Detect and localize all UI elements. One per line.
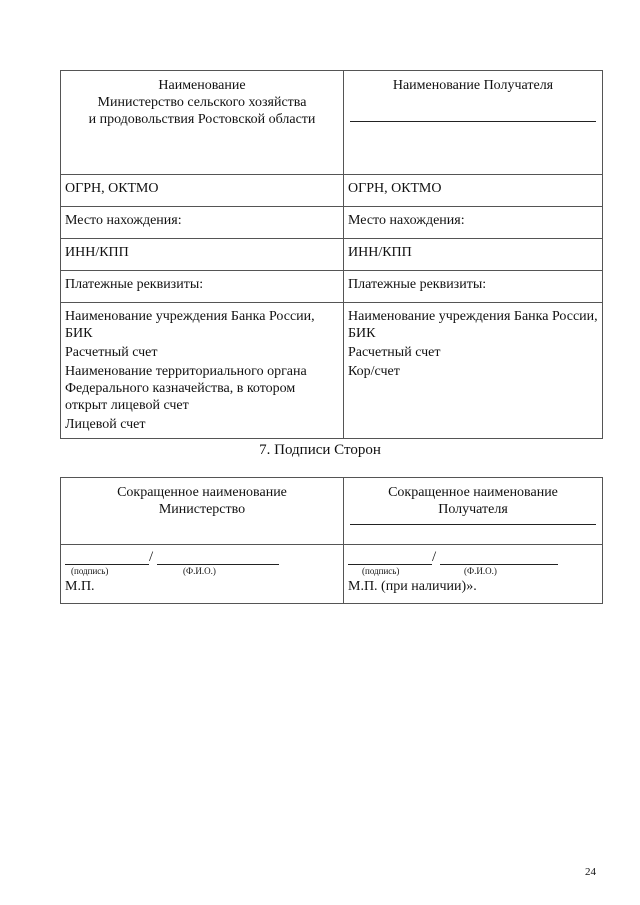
signatures-table [60,477,603,604]
ministry-label: Министерство [158,502,246,517]
location-row [61,207,603,239]
correspondent-account: Кор/счет [348,364,400,379]
ministry-name-cell [61,71,344,175]
ogrn-row [61,175,603,207]
settlement-account: Расчетный счет [65,345,158,360]
bank-details-left [61,303,344,439]
stamp-place: М.П. [65,579,95,594]
signature-caption: (подпись) [362,566,400,576]
inn-left: ИНН/КПП [61,239,344,271]
bank-name-bik: Наименование учреждения Банка России, БИК [348,309,598,341]
recipient-name-cell [344,71,603,175]
inn-row [61,239,603,271]
bank-details-row [61,303,603,439]
signature-caption: (подпись) [71,566,109,576]
short-name-label: Сокращенное наименование [388,485,558,500]
ministry-signature-cell [61,545,344,604]
signature-captions [65,565,339,577]
payment-details-row [61,271,603,303]
recipient-name-blank-line [350,121,596,122]
recipient-label: Получателя [438,502,508,517]
requisites-header-row [61,71,603,175]
ogrn-left: ОГРН, ОКТМО [61,175,344,207]
name-caption: (Ф.И.О.) [183,566,216,576]
location-left: Место нахождения: [61,207,344,239]
recipient-short-name-blank-line [350,524,596,525]
ministry-short-name-cell [61,478,344,545]
signature-line [348,551,598,565]
signature-line [65,551,339,565]
location-right: Место нахождения: [344,207,603,239]
ogrn-right: ОГРН, ОКТМО [344,175,603,207]
settlement-account: Расчетный счет [348,345,441,360]
recipient-short-name-cell [344,478,603,545]
recipient-signature-cell [344,545,603,604]
signatures-header-row [61,478,603,545]
name-caption: (Ф.И.О.) [464,566,497,576]
payment-details-right: Платежные реквизиты: [344,271,603,303]
separator: / [149,549,154,565]
signature-captions [348,565,598,577]
treasury-body-name: Наименование территориального органа Федерального казначейства, в котором открыт лицевой счет [65,364,307,413]
inn-right: ИНН/КПП [344,239,603,271]
personal-account: Лицевой счет [65,417,146,432]
recipient-name-label: Наименование Получателя [392,78,554,93]
page-number: 24 [585,866,596,878]
payment-details-left: Платежные реквизиты: [61,271,344,303]
requisites-table [60,70,603,439]
ministry-name-line-1: Министерство сельского хозяйства [97,95,307,110]
signatures-body-row [61,545,603,604]
bank-name-bik: Наименование учреждения Банка России, БИК [65,309,315,341]
short-name-label: Сокращенное наименование [117,485,287,500]
stamp-place: М.П. (при наличии)». [348,579,477,594]
header-label: Наименование [158,78,246,93]
section-title: 7. Подписи Сторон [259,442,381,458]
ministry-name-line-2: и продовольствия Ростовской области [88,112,316,127]
bank-details-right [344,303,603,439]
separator: / [432,549,437,565]
